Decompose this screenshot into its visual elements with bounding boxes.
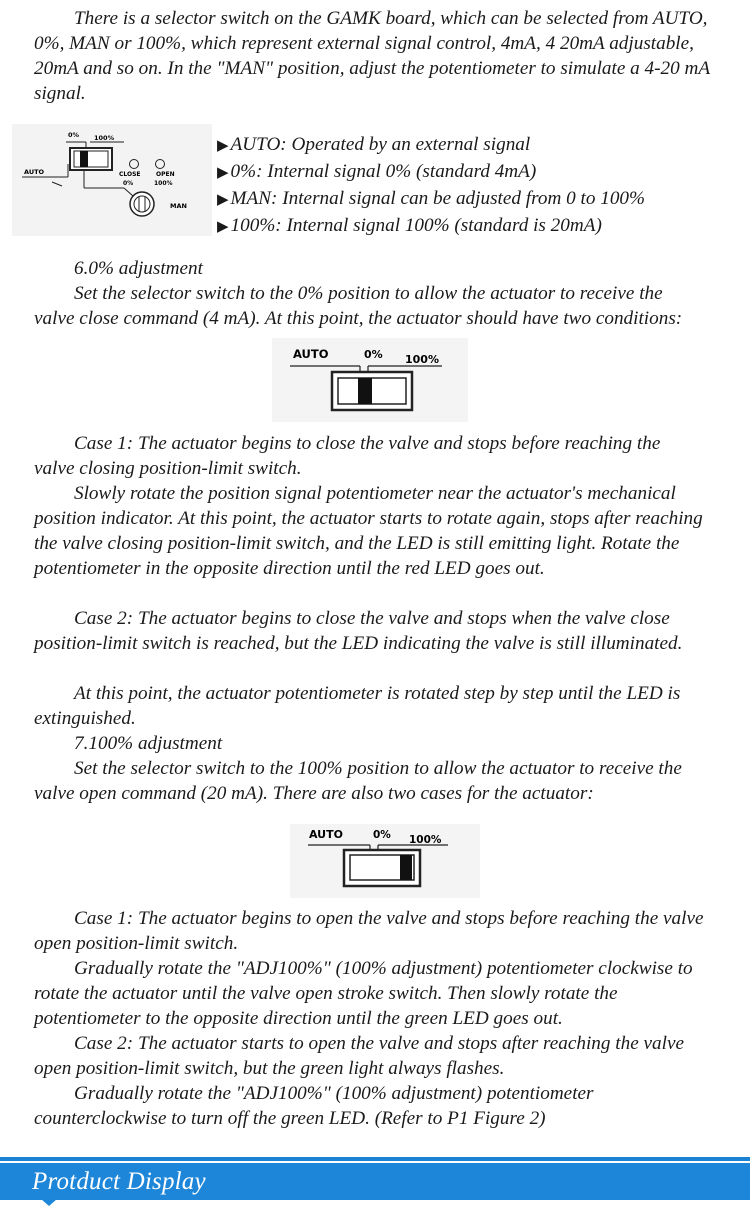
switch-label-auto: AUTO — [309, 828, 343, 841]
switch-label-100: 100% — [405, 353, 439, 366]
section6-paragraph: Set the selector switch to the 0% position to allow the actuator to receive the valve close command (4 mA). At this point, the actuator should have two conditions: — [34, 283, 683, 329]
section6-case1-detail: Slowly rotate the position signal potentiometer near the actuator's mechanical position indicator. At this point, the actuator starts to rotate again, stops after reaching the valve closing position-limit switch, and the LED is still emitting light. Rotate the potentiometer in the opposite direction until the red LED goes out. — [34, 483, 703, 579]
switch-figure-100pct — [290, 824, 480, 898]
selector-label-auto: AUTO — [24, 168, 45, 176]
selector-label-open: OPEN — [156, 171, 175, 178]
selector-option-man: ▶ MAN: Internal signal can be adjusted from 0 to 100% — [217, 186, 737, 213]
section7-paragraph: Set the selector switch to the 100% position to allow the actuator to receive the valve open command (20 mA). There are also two cases for the actuator: — [34, 758, 682, 804]
selector-label-open-pct: 100% — [154, 180, 173, 187]
switch-label-0: 0% — [373, 829, 391, 841]
selector-label-0: 0% — [68, 131, 80, 139]
triangle-bullet-icon: ▶ — [217, 138, 229, 154]
section7-case2: Case 2: The actuator starts to open the valve and stops after reaching the valve open position-limit switch, but the green light always flashes. — [34, 1033, 684, 1079]
section7-case1-detail: Gradually rotate the "ADJ100%" (100% adjustment) potentiometer clockwise to rotate the actuator until the valve open stroke switch. Then slowly rotate the potentiometer to the opposite direction until the green LED goes out. — [34, 958, 693, 1029]
selector-option-0: ▶ 0%: Internal signal 0% (standard 4mA) — [217, 159, 737, 186]
selector-option-100: ▶ 100%: Internal signal 100% (standard is 20mA) — [217, 213, 737, 240]
section6-case2: Case 2: The actuator begins to close the valve and stops when the valve close position-limit switch is reached, but the LED indicating the valve is still illuminated. — [34, 608, 683, 654]
switch-label-0: 0% — [364, 348, 383, 361]
switch-label-auto: AUTO — [293, 347, 329, 361]
triangle-bullet-icon: ▶ — [217, 219, 229, 235]
selector-option-auto: ▶ AUTO: Operated by an external signal — [217, 132, 737, 159]
section-header-title: Protduct Display — [32, 1168, 206, 1195]
section6-case1: Case 1: The actuator begins to close the valve and stops before reaching the valve closing position-limit switch. — [34, 433, 661, 479]
switch-label-100: 100% — [409, 834, 442, 846]
section7-case2-detail: Gradually rotate the "ADJ100%" (100% adjustment) potentiometer counterclockwise to turn off the green LED. (Refer to P1 Figure 2) — [34, 1083, 594, 1129]
selector-switch-diagram — [12, 124, 212, 236]
section6-heading: 6.0% adjustment — [74, 258, 203, 279]
section7-heading: 7.100% adjustment — [74, 733, 223, 754]
selector-options-list — [217, 132, 737, 240]
section-divider-line — [0, 1157, 750, 1161]
intro-paragraph: There is a selector switch on the GAMK board, which can be selected from AUTO, 0%, MAN or 100%, which represent external signal control, 4mA, 4 20mA adjustable, 20mA and so on. In the "MAN" position, adjust the potentiometer to simulate a 4-20 mA signal. — [34, 8, 710, 104]
switch-figure-0pct — [272, 338, 468, 422]
triangle-bullet-icon: ▶ — [217, 192, 229, 208]
section6-case2-detail: At this point, the actuator potentiometer is rotated step by step until the LED is extinguished. — [34, 683, 681, 729]
section7-case1: Case 1: The actuator begins to open the valve and stops before reaching the valve open position-limit switch. — [34, 908, 704, 954]
selector-label-man: MAN — [170, 202, 187, 210]
selector-label-close: CLOSE — [119, 171, 141, 178]
triangle-bullet-icon: ▶ — [217, 165, 229, 181]
selector-label-100: 100% — [94, 134, 115, 142]
selector-label-close-pct: 0% — [123, 180, 134, 187]
section-header-pointer — [41, 1199, 57, 1206]
